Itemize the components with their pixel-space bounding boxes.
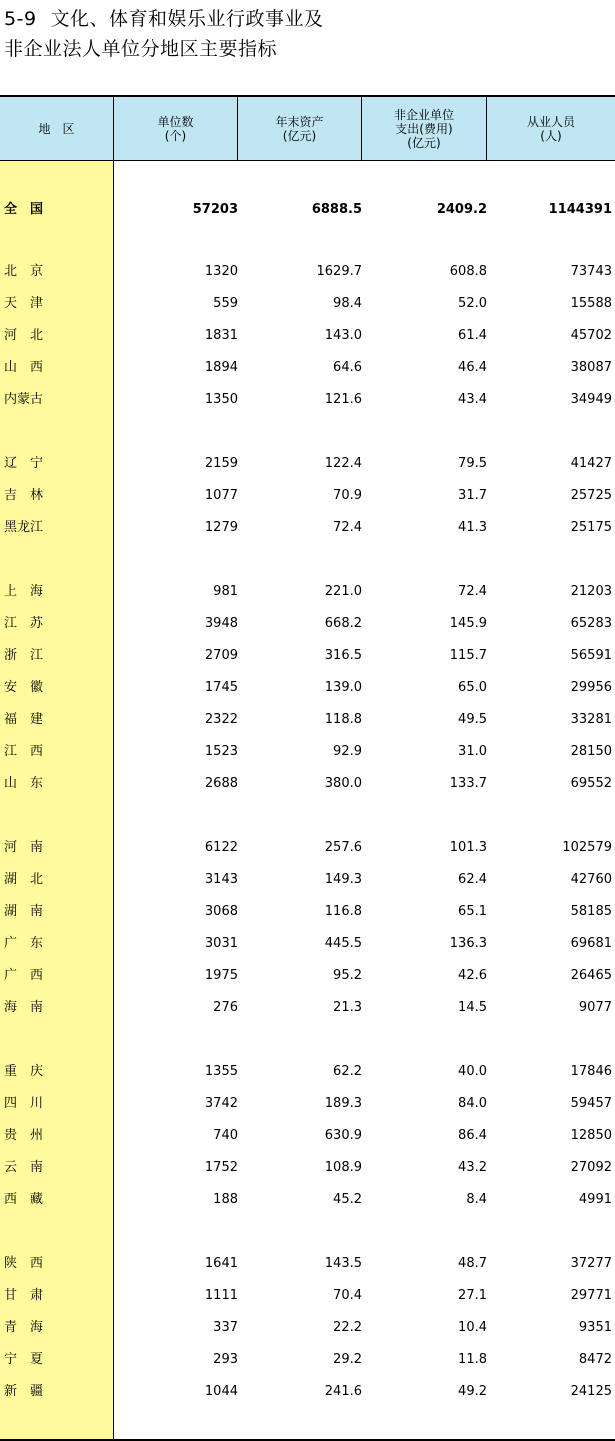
employees-value: 12850	[570, 1128, 612, 1143]
employees-value: 24125	[570, 1384, 612, 1399]
units-value: 2688	[204, 776, 238, 791]
header-units-label: 单位数 (个)	[157, 114, 194, 143]
assets-value: 29.2	[333, 1352, 362, 1367]
table-row	[0, 640, 615, 672]
table-number: 5-9	[4, 8, 37, 30]
assets-value: 6888.5	[311, 202, 362, 217]
employees-value: 29771	[570, 1288, 612, 1303]
assets-value: 45.2	[333, 1192, 362, 1207]
assets-value: 221.0	[324, 584, 362, 599]
employees-value: 58185	[570, 904, 612, 919]
assets-value: 62.2	[333, 1064, 362, 1079]
assets-value: 22.2	[333, 1320, 362, 1335]
table-row	[0, 352, 615, 384]
expense-value: 40.0	[458, 1064, 487, 1079]
expense-value: 8.4	[466, 1192, 487, 1207]
table-row	[0, 256, 615, 288]
employees-value: 41427	[570, 456, 612, 471]
header-assets-label: 年末资产 (亿元)	[275, 114, 324, 143]
employees-value: 4991	[578, 1192, 612, 1207]
region-name: 广 东	[4, 936, 44, 951]
expense-value: 133.7	[449, 776, 487, 791]
employees-value: 26465	[570, 968, 612, 983]
units-value: 1975	[204, 968, 238, 983]
expense-value: 79.5	[458, 456, 487, 471]
expense-value: 31.0	[458, 744, 487, 759]
units-value: 293	[213, 1352, 238, 1367]
employees-value: 15588	[570, 296, 612, 311]
table-row	[0, 1088, 615, 1120]
units-value: 559	[213, 296, 238, 311]
table-row	[0, 736, 615, 768]
region-name: 海 南	[4, 1000, 44, 1015]
table-header	[0, 97, 615, 161]
expense-value: 27.1	[458, 1288, 487, 1303]
expense-value: 43.4	[458, 392, 487, 407]
expense-value: 10.4	[458, 1320, 487, 1335]
expense-value: 62.4	[458, 872, 487, 887]
expense-value: 48.7	[458, 1256, 487, 1271]
employees-value: 38087	[570, 360, 612, 375]
assets-value: 143.5	[324, 1256, 362, 1271]
units-value: 3031	[204, 936, 238, 951]
table-row	[0, 864, 615, 896]
region-name: 广 西	[4, 968, 44, 983]
region-name: 山 西	[4, 360, 44, 375]
region-name: 浙 江	[4, 648, 44, 663]
expense-value: 41.3	[458, 520, 487, 535]
expense-value: 52.0	[458, 296, 487, 311]
employees-value: 73743	[570, 264, 612, 279]
expense-value: 42.6	[458, 968, 487, 983]
assets-value: 72.4	[333, 520, 362, 535]
employees-value: 37277	[570, 1256, 612, 1271]
assets-value: 95.2	[333, 968, 362, 983]
expense-value: 61.4	[458, 328, 487, 343]
region-name: 甘 肃	[4, 1288, 44, 1303]
employees-value: 27092	[570, 1160, 612, 1175]
header-region-label: 地 区	[38, 121, 75, 136]
region-name: 江 西	[4, 744, 44, 759]
employees-value: 25725	[570, 488, 612, 503]
units-value: 1279	[204, 520, 238, 535]
region-name: 河 南	[4, 840, 44, 855]
region-name: 四 川	[4, 1096, 44, 1111]
region-name: 西 藏	[4, 1192, 44, 1207]
region-name: 全 国	[4, 202, 44, 217]
expense-value: 72.4	[458, 584, 487, 599]
units-value: 1523	[204, 744, 238, 759]
units-value: 3068	[204, 904, 238, 919]
expense-value: 2409.2	[436, 202, 487, 217]
units-value: 2709	[204, 648, 238, 663]
assets-value: 316.5	[324, 648, 362, 663]
expense-value: 14.5	[458, 1000, 487, 1015]
region-name: 河 北	[4, 328, 44, 343]
region-name: 吉 林	[4, 488, 44, 503]
units-value: 740	[213, 1128, 238, 1143]
page-title	[4, 4, 324, 64]
table-row	[0, 576, 615, 608]
assets-value: 139.0	[324, 680, 362, 695]
table-row	[0, 384, 615, 416]
employees-value: 28150	[570, 744, 612, 759]
table-row	[0, 288, 615, 320]
assets-value: 108.9	[324, 1160, 362, 1175]
expense-value: 65.1	[458, 904, 487, 919]
table-row	[0, 480, 615, 512]
units-value: 1077	[204, 488, 238, 503]
units-value: 1745	[204, 680, 238, 695]
table-row	[0, 1280, 615, 1312]
expense-value: 101.3	[449, 840, 487, 855]
units-value: 1111	[204, 1288, 238, 1303]
employees-value: 9351	[578, 1320, 612, 1335]
units-value: 3143	[204, 872, 238, 887]
employees-value: 29956	[570, 680, 612, 695]
assets-value: 98.4	[333, 296, 362, 311]
units-value: 1831	[204, 328, 238, 343]
units-value: 1044	[204, 1384, 238, 1399]
assets-value: 92.9	[333, 744, 362, 759]
table-row	[0, 1120, 615, 1152]
header-units	[114, 97, 238, 160]
assets-value: 149.3	[324, 872, 362, 887]
employees-value: 45702	[570, 328, 612, 343]
employees-value: 25175	[570, 520, 612, 535]
table-row	[0, 194, 615, 226]
header-employees-label: 从业人员 (人)	[526, 114, 575, 143]
assets-value: 121.6	[324, 392, 362, 407]
region-name: 云 南	[4, 1160, 44, 1175]
table-row	[0, 992, 615, 1024]
employees-value: 8472	[578, 1352, 612, 1367]
table-row	[0, 448, 615, 480]
expense-value: 84.0	[458, 1096, 487, 1111]
expense-value: 46.4	[458, 360, 487, 375]
region-name: 黑龙江	[4, 520, 44, 535]
assets-value: 21.3	[333, 1000, 362, 1015]
table-row	[0, 960, 615, 992]
expense-value: 43.2	[458, 1160, 487, 1175]
units-value: 1355	[204, 1064, 238, 1079]
header-assets	[238, 97, 362, 160]
table-row	[0, 320, 615, 352]
table-row	[0, 1376, 615, 1408]
expense-value: 608.8	[449, 264, 487, 279]
table-row	[0, 1152, 615, 1184]
employees-value: 17846	[570, 1064, 612, 1079]
region-name: 宁 夏	[4, 1352, 44, 1367]
data-table	[0, 95, 615, 1441]
assets-value: 630.9	[324, 1128, 362, 1143]
assets-value: 241.6	[324, 1384, 362, 1399]
units-value: 1350	[204, 392, 238, 407]
region-name: 江 苏	[4, 616, 44, 631]
expense-value: 86.4	[458, 1128, 487, 1143]
table-row	[0, 1184, 615, 1216]
employees-value: 59457	[570, 1096, 612, 1111]
employees-value: 69681	[570, 936, 612, 951]
region-name: 北 京	[4, 264, 44, 279]
region-name: 陕 西	[4, 1256, 44, 1271]
table-row	[0, 512, 615, 544]
region-name: 新 疆	[4, 1384, 44, 1399]
table-row	[0, 1056, 615, 1088]
units-value: 1894	[204, 360, 238, 375]
title-text-1: 文化、体育和娱乐业行政事业及	[50, 8, 324, 30]
table-row	[0, 768, 615, 800]
units-value: 1641	[204, 1256, 238, 1271]
units-value: 1320	[204, 264, 238, 279]
units-value: 188	[213, 1192, 238, 1207]
region-name: 辽 宁	[4, 456, 44, 471]
table-row	[0, 1312, 615, 1344]
assets-value: 122.4	[324, 456, 362, 471]
employees-value: 21203	[570, 584, 612, 599]
table-row	[0, 704, 615, 736]
region-name: 贵 州	[4, 1128, 44, 1143]
expense-value: 31.7	[458, 488, 487, 503]
assets-value: 189.3	[324, 1096, 362, 1111]
units-value: 981	[213, 584, 238, 599]
assets-value: 143.0	[324, 328, 362, 343]
header-expense-label: 非企业单位 支出(费用) (亿元)	[393, 107, 454, 150]
region-name: 福 建	[4, 712, 44, 727]
assets-value: 70.4	[333, 1288, 362, 1303]
title-line-2: 非企业法人单位分地区主要指标	[4, 38, 278, 60]
header-employees	[487, 97, 615, 160]
region-name: 安 徽	[4, 680, 44, 695]
assets-value: 380.0	[324, 776, 362, 791]
table-row	[0, 672, 615, 704]
region-name: 山 东	[4, 776, 44, 791]
table-row	[0, 896, 615, 928]
units-value: 337	[213, 1320, 238, 1335]
employees-value: 1144391	[548, 202, 612, 217]
assets-value: 1629.7	[316, 264, 362, 279]
expense-value: 11.8	[458, 1352, 487, 1367]
units-value: 2159	[204, 456, 238, 471]
units-value: 3948	[204, 616, 238, 631]
units-value: 276	[213, 1000, 238, 1015]
units-value: 2322	[204, 712, 238, 727]
units-value: 3742	[204, 1096, 238, 1111]
assets-value: 116.8	[324, 904, 362, 919]
units-value: 6122	[204, 840, 238, 855]
employees-value: 42760	[570, 872, 612, 887]
expense-value: 136.3	[449, 936, 487, 951]
region-name: 湖 南	[4, 904, 44, 919]
table-row	[0, 832, 615, 864]
expense-value: 49.5	[458, 712, 487, 727]
employees-value: 9077	[578, 1000, 612, 1015]
employees-value: 33281	[570, 712, 612, 727]
employees-value: 69552	[570, 776, 612, 791]
region-name: 青 海	[4, 1320, 44, 1335]
assets-value: 118.8	[324, 712, 362, 727]
assets-value: 445.5	[324, 936, 362, 951]
assets-value: 70.9	[333, 488, 362, 503]
employees-value: 56591	[570, 648, 612, 663]
header-expense	[362, 97, 487, 160]
employees-value: 102579	[562, 840, 612, 855]
assets-value: 257.6	[324, 840, 362, 855]
region-name: 天 津	[4, 296, 44, 311]
expense-value: 145.9	[449, 616, 487, 631]
expense-value: 65.0	[458, 680, 487, 695]
region-name: 重 庆	[4, 1064, 44, 1079]
table-row	[0, 608, 615, 640]
employees-value: 65283	[570, 616, 612, 631]
title-line-1	[4, 4, 324, 34]
table-row	[0, 1248, 615, 1280]
assets-value: 668.2	[324, 616, 362, 631]
table-row	[0, 928, 615, 960]
region-name: 内蒙古	[4, 392, 44, 407]
assets-value: 64.6	[333, 360, 362, 375]
header-region	[0, 97, 114, 160]
region-name: 上 海	[4, 584, 44, 599]
units-value: 57203	[192, 202, 238, 217]
units-value: 1752	[204, 1160, 238, 1175]
expense-value: 115.7	[449, 648, 487, 663]
region-name: 湖 北	[4, 872, 44, 887]
expense-value: 49.2	[458, 1384, 487, 1399]
table-row	[0, 1344, 615, 1376]
employees-value: 34949	[570, 392, 612, 407]
